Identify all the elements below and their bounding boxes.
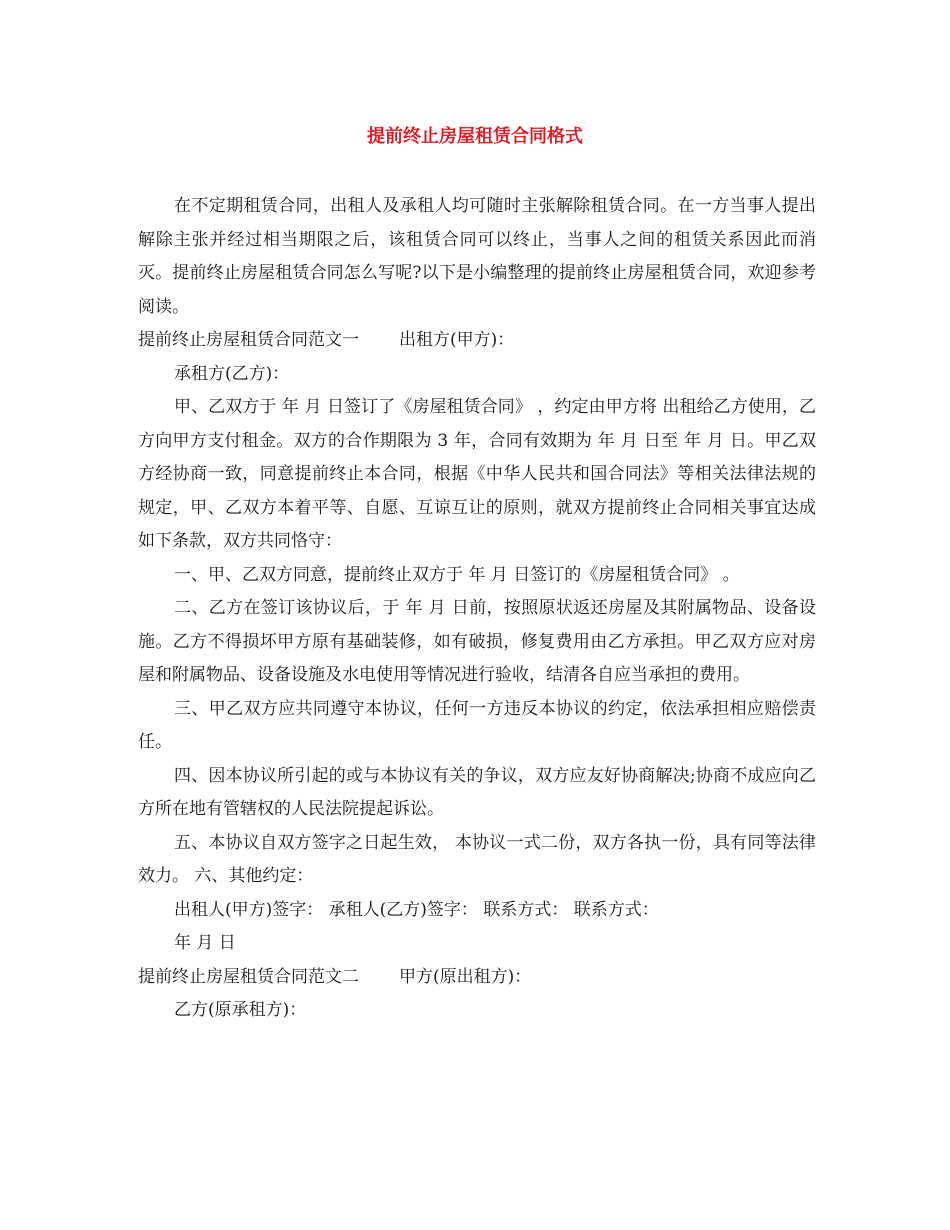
sample1-heading: 提前终止房屋租赁合同范文一 — [138, 330, 359, 350]
intro-paragraph: 在不定期租赁合同，出租人及承租人均可随时主张解除租赁合同。在一方当事人提出解除主张并经过相当期限之后，该租赁合同可以终止，当事人之间的租赁关系因此而消灭。提前终止房屋租赁合同怎么写呢?以下是小编整理的提前终止房屋租赁合同，欢迎参考阅读。 — [138, 196, 816, 317]
date-line: 年 月 日 — [174, 933, 236, 953]
document-body — [138, 190, 816, 1028]
clause-3: 三、甲乙双方应共同遵守本协议，任何一方违反本协议的约定，依法承担相应赔偿责任。 — [138, 698, 816, 752]
clause-2: 二、乙方在签订该协议后，于 年 月 日前，按照原状返还房屋及其附属物品、设备设施。乙方不得损坏甲方原有基础装修，如有破损，修复费用由乙方承担。甲乙双方应对房屋和附属物品、设备设施及水电使用等情况进行验收，结清各自应当承担的费用。 — [138, 598, 816, 685]
sample2-heading: 提前终止房屋租赁合同范文二 — [138, 966, 359, 987]
sample1-party-a: 出租方(甲方)： — [399, 330, 515, 350]
sample1-heading-line — [138, 324, 816, 358]
clause-4: 四、因本协议所引起的或与本协议有关的争议，双方应友好协商解决;协商不成应向乙方所在地有管辖权的人民法院提起诉讼。 — [138, 765, 816, 819]
sample2-party-a: 甲方(原出租方)： — [399, 966, 532, 987]
clause-5: 五、本协议自双方签字之日起生效， 本协议一式二份，双方各执一份，具有同等法律效力。 六、其他约定： — [138, 832, 816, 886]
agreement-paragraph: 甲、乙双方于 年 月 日签订了《房屋租赁合同》 ，约定由甲方将 出租给乙方使用，乙方向甲方支付租金。双方的合作期限为 3 年，合同有效期为 年 月 日至 年 月 日。甲乙双方经协商一致，同意提前终止本合同，根据《中华人民共和国合同法》等相关法律法规的规定，甲、乙双方本着平等、自愿、互谅互让的原则，就双方提前终止合同相关事宜达成如下条款，双方共同恪守： — [138, 397, 816, 551]
sample2-party-b: 乙方(原承租方)： — [174, 1000, 307, 1020]
signature-line: 出租人(甲方)签字： 承租人(乙方)签字： 联系方式： 联系方式： — [174, 899, 659, 920]
sample2-heading-line — [138, 961, 816, 995]
clause-1: 一、甲、乙双方同意，提前终止双方于 年 月 日签订的《房屋租赁合同》 。 — [174, 564, 740, 585]
document-title: 提前终止房屋租赁合同格式 — [367, 126, 583, 147]
sample1-party-b: 承租方(乙方)： — [174, 363, 290, 384]
